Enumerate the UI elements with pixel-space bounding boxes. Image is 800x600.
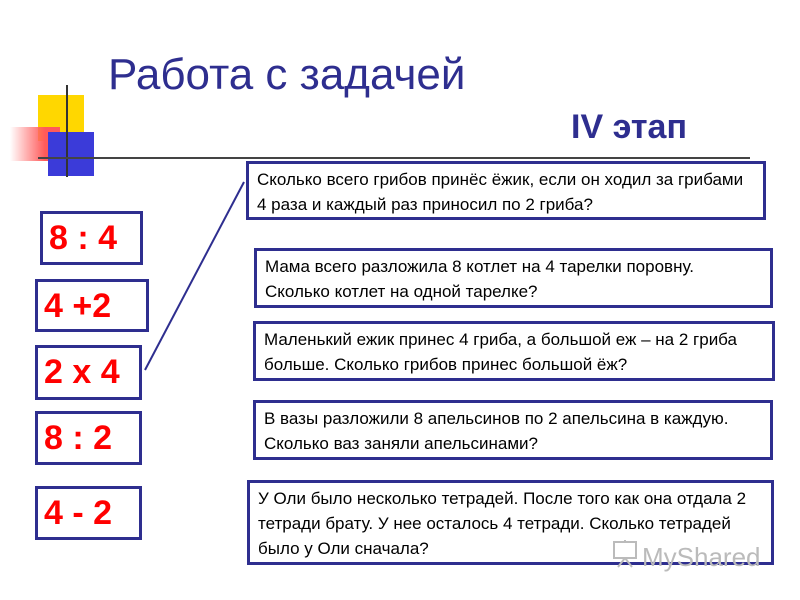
watermark (612, 540, 761, 575)
expression-text: 2 х 4 (44, 353, 120, 391)
stage-label: IV этап (571, 108, 687, 146)
expression-box-4 (35, 411, 142, 465)
task-box-4 (253, 400, 773, 460)
task-box-3 (253, 321, 775, 381)
task-text: Сколько всего грибов принёс ёжик, если он ходил за грибами 4 раза и каждый раз приносил по 2 гриба? (257, 170, 744, 214)
task-box-2 (254, 248, 773, 308)
expression-text: 8 : 4 (49, 219, 118, 257)
expression-text: 4 +2 (44, 287, 112, 325)
expression-box-3 (35, 345, 142, 400)
task-text: В вазы разложили 8 апельсинов по 2 апельсина в каждую. Сколько ваз заняли апельсинами? (264, 409, 729, 453)
task-text: Маленький ежик принес 4 гриба, а большой еж – на 2 гриба больше. Сколько грибов принес большой ёж? (264, 330, 737, 374)
expression-text: 4 - 2 (44, 494, 113, 532)
expression-text: 8 : 2 (44, 419, 113, 457)
task-box-1 (246, 161, 766, 220)
watermark-text: MyShared (642, 542, 761, 572)
slide-title: Работа с задачей (108, 50, 466, 99)
task-text: Мама всего разложила 8 котлет на 4 тарелки поровну. Сколько котлет на одной тарелке? (265, 257, 694, 301)
expression-box-1 (40, 211, 143, 265)
presentation-icon (612, 540, 638, 575)
expression-box-2 (35, 279, 149, 332)
task-text: У Оли было несколько тетрадей. После того как она отдала 2 тетради брату. У нее осталось 4 тетради. Сколько тетрадей было у Оли сначала? (258, 489, 747, 558)
expression-box-5 (35, 486, 142, 540)
